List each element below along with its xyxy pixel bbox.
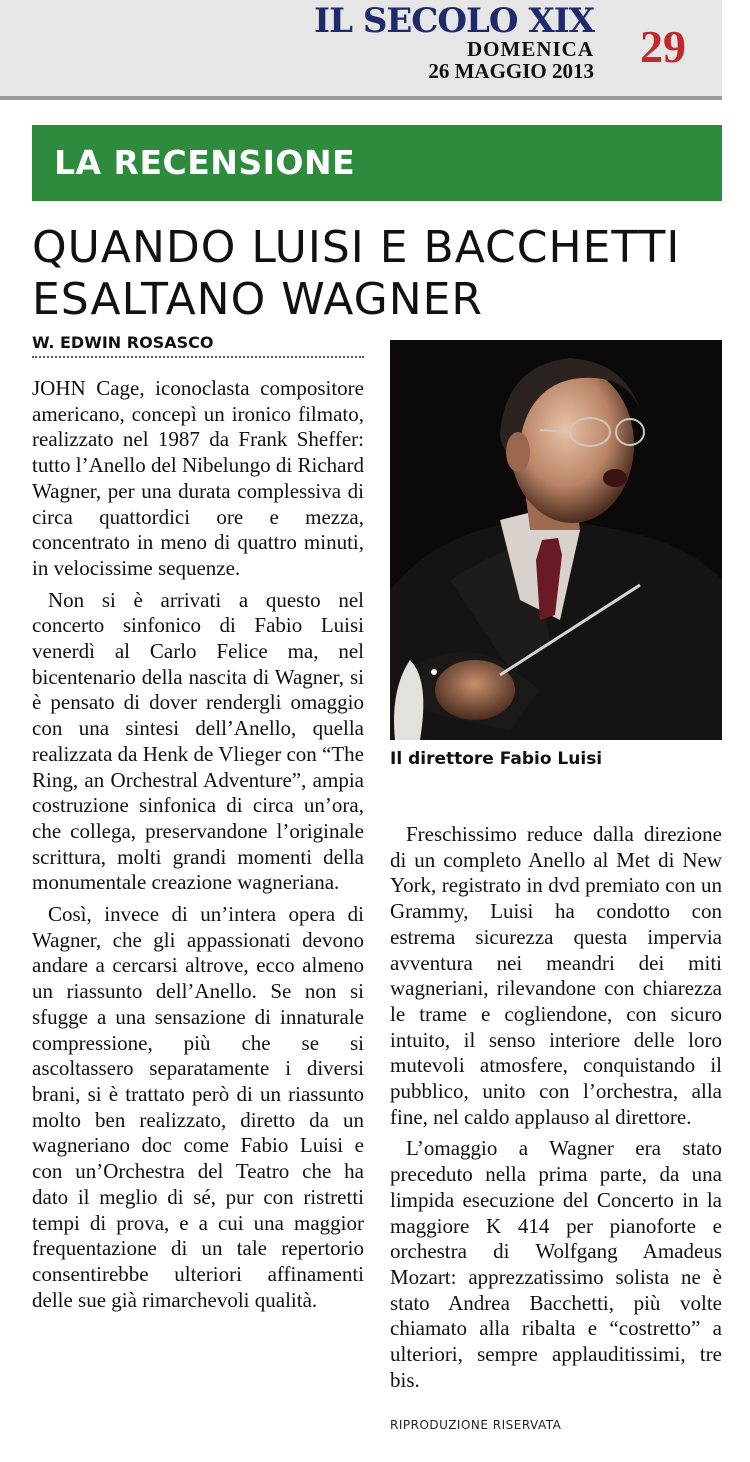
section-banner <box>32 125 722 201</box>
conductor-photo <box>390 340 722 740</box>
copyright-notice: RIPRODUZIONE RISERVATA <box>390 1418 562 1432</box>
newspaper-name: IL SECOLO XIX <box>314 1 594 41</box>
paragraph: Freschissimo reduce dalla direzione di un completo Anello al Met di New York, registrato in dvd premiato con un Grammy, Luisi ha condotto con estrema sicurezza questa impervia avventura nei meandri dei miti wagneriani, rilevandone con chiarezza le trame e cogliendone, con sicuro intuito, il senso interiore delle loro mutevoli atmosfere, conquistando il pubblico, unito con l’orchestra, alla fine, nel caldo applauso al direttore. <box>390 822 722 1129</box>
paragraph: Così, invece di un’intera opera di Wagner, che gli appassionati devono andare a cercarsi altrove, ecco almeno un riassunto dell’Anello. Se non si sfugge a una sensazione di innaturale compressione, più che se si ascoltassero separatamente i diversi brani, si è trattato però di un riassunto molto ben realizzato, diretto da un wagneriano doc come Fabio Luisi e con un’Orchestra del Teatro che ha dato il meglio di sé, pur con ristretti tempi di prova, e a cui una maggior frequentazione di un tale repertorio consentirebbe ulteriori affinamenti delle sue già rimarchevoli qualità. <box>32 902 364 1312</box>
paragraph: Non si è arrivati a questo nel concerto sinfonico di Fabio Luisi venerdì al Carlo Felice ma, nel bicentenario della nascita di Wagner, si è pensato di dover rendergli omaggio con una sintesi dell’Anello, quella realizzata da Henk de Vlieger con “The Ring, an Orchestral Adventure”, ampia costruzione sinfonica di circa un’ora, che collega, preservandone l’originale scrittura, molti grandi momenti della monumentale creazione wagneriana. <box>32 587 364 895</box>
headline-line-1: QUANDO LUISI E BACCHETTI <box>32 222 681 273</box>
conductor-photo-illustration <box>390 340 722 740</box>
headline-line-2: ESALTANO WAGNER <box>32 274 484 325</box>
issue-date: 26 MAGGIO 2013 <box>428 59 594 83</box>
paragraph: L’omaggio a Wagner era stato preceduto nella prima parte, da una limpida esecuzione del Concerto in la maggiore K 414 per pianoforte e orchestra di Wolfgang Amadeus Mozart: apprezzatissimo solista ne è stato Andrea Bacchetti, più volte chiamato alla ribalta e “costretto” a ulteriori, sempre applauditissimi, tre bis. <box>390 1136 722 1392</box>
page-number: 29 <box>640 21 686 72</box>
issue-day: DOMENICA <box>467 37 594 61</box>
byline: W. EDWIN ROSASCO <box>32 334 364 358</box>
article-column-left <box>32 376 364 1319</box>
section-label: LA RECENSIONE <box>54 143 356 182</box>
paragraph: JOHN Cage, iconoclasta compositore americano, concepì un ironico filmato, realizzato nel 1987 da Frank Sheffer: tutto l’Anello del Nibelungo di Richard Wagner, per una durata complessiva di circa quattordici ore e mezza, concentrato in meno di quattro minuti, in velocissime sequenze. <box>32 376 364 580</box>
article-column-right <box>390 822 722 1399</box>
article-headline <box>32 222 732 326</box>
photo-caption: Il direttore Fabio Luisi <box>390 749 603 769</box>
masthead <box>0 0 722 100</box>
